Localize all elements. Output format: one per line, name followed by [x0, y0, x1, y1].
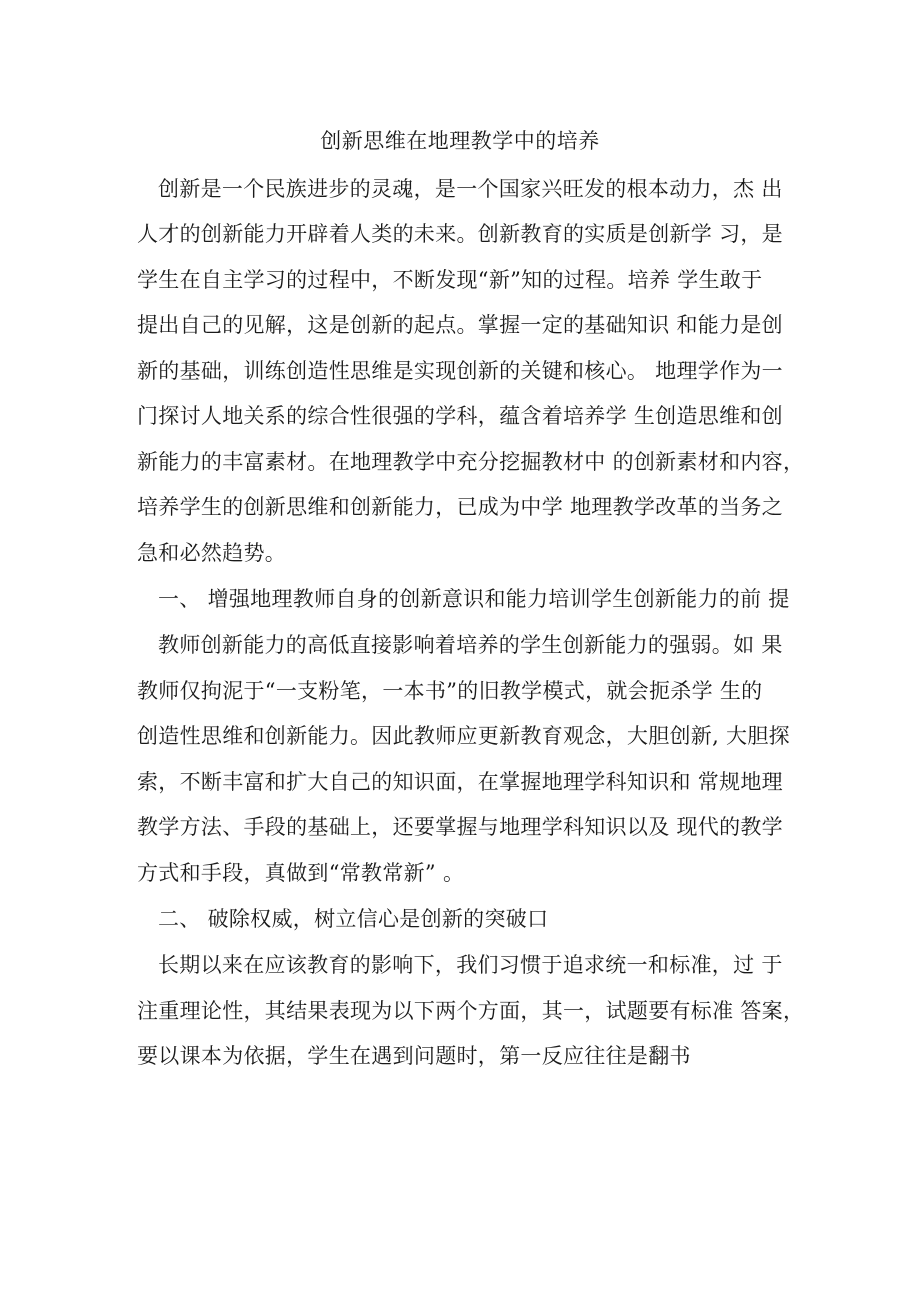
- paragraph-line: 教学方法、手段的基础上，还要掌握与地理学科知识以及 现代的教学: [137, 815, 783, 839]
- paragraph-line: 门探讨人地关系的综合性很强的学科，蕴含着培养学 生创造思维和创: [137, 404, 783, 428]
- document-title: 创新思维在地理教学中的培养: [320, 129, 600, 153]
- paragraph-line: 要以课本为依据，学生在遇到问题时，第一反应往往是翻书: [137, 1044, 691, 1068]
- paragraph-line: 方式和手段，真做到“常教常新” 。: [137, 861, 465, 885]
- paragraph-line: 人才的创新能力开辟着人类的未来。创新教育的实质是创新学 习，是: [137, 222, 783, 246]
- paragraph-line: 创新是一个民族进步的灵魂，是一个国家兴旺发的根本动力，杰 出: [158, 177, 783, 201]
- paragraph-line: 新的基础，训练创造性思维是实现创新的关键和核心。 地理学作为一: [137, 359, 783, 383]
- section-heading: 一、 增强地理教师自身的创新意识和能力培训学生创新能力的前 提: [158, 587, 790, 611]
- paragraph-line: 提出自己的见解，这是创新的起点。掌握一定的基础知识 和能力是创: [137, 313, 783, 337]
- paragraph-line: 长期以来在应该教育的影响下，我们习惯于追求统一和标准，过 于: [158, 953, 783, 977]
- paragraph-line: 创造性思维和创新能力。因此教师应更新教育观念，大胆创新, 大胆探: [137, 724, 790, 748]
- paragraph-line: 培养学生的创新思维和创新能力，已成为中学 地理教学改革的当务之: [137, 495, 783, 519]
- paragraph-line: 注重理论性，其结果表现为以下两个方面，其一，试题要有标准 答案，: [137, 999, 805, 1023]
- paragraph-line: 索，不断丰富和扩大自己的知识面，在掌握地理学科知识和 常规地理: [137, 770, 783, 794]
- paragraph-line: 教师仅拘泥于“一支粉笔，一本书”的旧教学模式，就会扼杀学 生的: [137, 679, 763, 703]
- paragraph-line: 新能力的丰富素材。在地理教学中充分挖掘教材中 的创新素材和内容，: [137, 450, 805, 474]
- paragraph-line: 教师创新能力的高低直接影响着培养的学生创新能力的强弱。如 果: [158, 633, 783, 657]
- section-heading: 二、 破除权威，树立信心是创新的突破口: [158, 907, 549, 931]
- paragraph-line: 急和必然趋势。: [137, 541, 287, 565]
- paragraph-line: 学生在自主学习的过程中，不断发现“新”知的过程。培养 学生敢于: [137, 268, 763, 292]
